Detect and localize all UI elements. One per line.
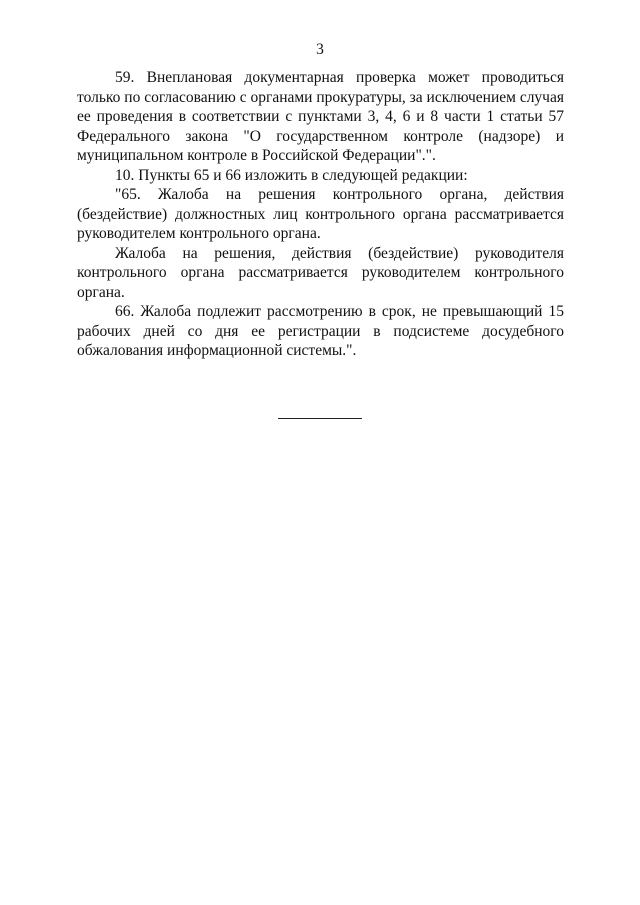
- paragraph-item-65: "65. Жалоба на решения контрольного органа, действия (бездействие) должностных лиц контрольного органа рассматривается руководителем контрольного органа.: [77, 186, 564, 242]
- paragraph-item-59: 59. Внеплановая документарная проверка может проводиться только по согласованию с органами прокуратуры, за исключением случая ее проведения в соответствии с пунктами 3, 4, 6 и 8 части 1 статьи 57 Федерального закона "О государственном контроле (надзоре) и муниципальном контроле в Российской Федерации".".: [77, 69, 564, 164]
- paragraph-item-66: 66. Жалоба подлежит рассмотрению в срок, не превышающий 15 рабочих дней со дня ее регистрации в подсистеме досудебного обжалования информационной системы.".: [77, 303, 564, 359]
- paragraph-head-complaint: Жалоба на решения, действия (бездействие) руководителя контрольного органа рассматривается руководителем контрольного органа.: [77, 244, 564, 301]
- paragraph-amendment-10: 10. Пункты 65 и 66 изложить в следующей редакции:: [115, 166, 468, 184]
- document-body: [77, 68, 564, 361]
- page-number: 3: [316, 41, 324, 58]
- end-of-document-rule: [278, 418, 362, 419]
